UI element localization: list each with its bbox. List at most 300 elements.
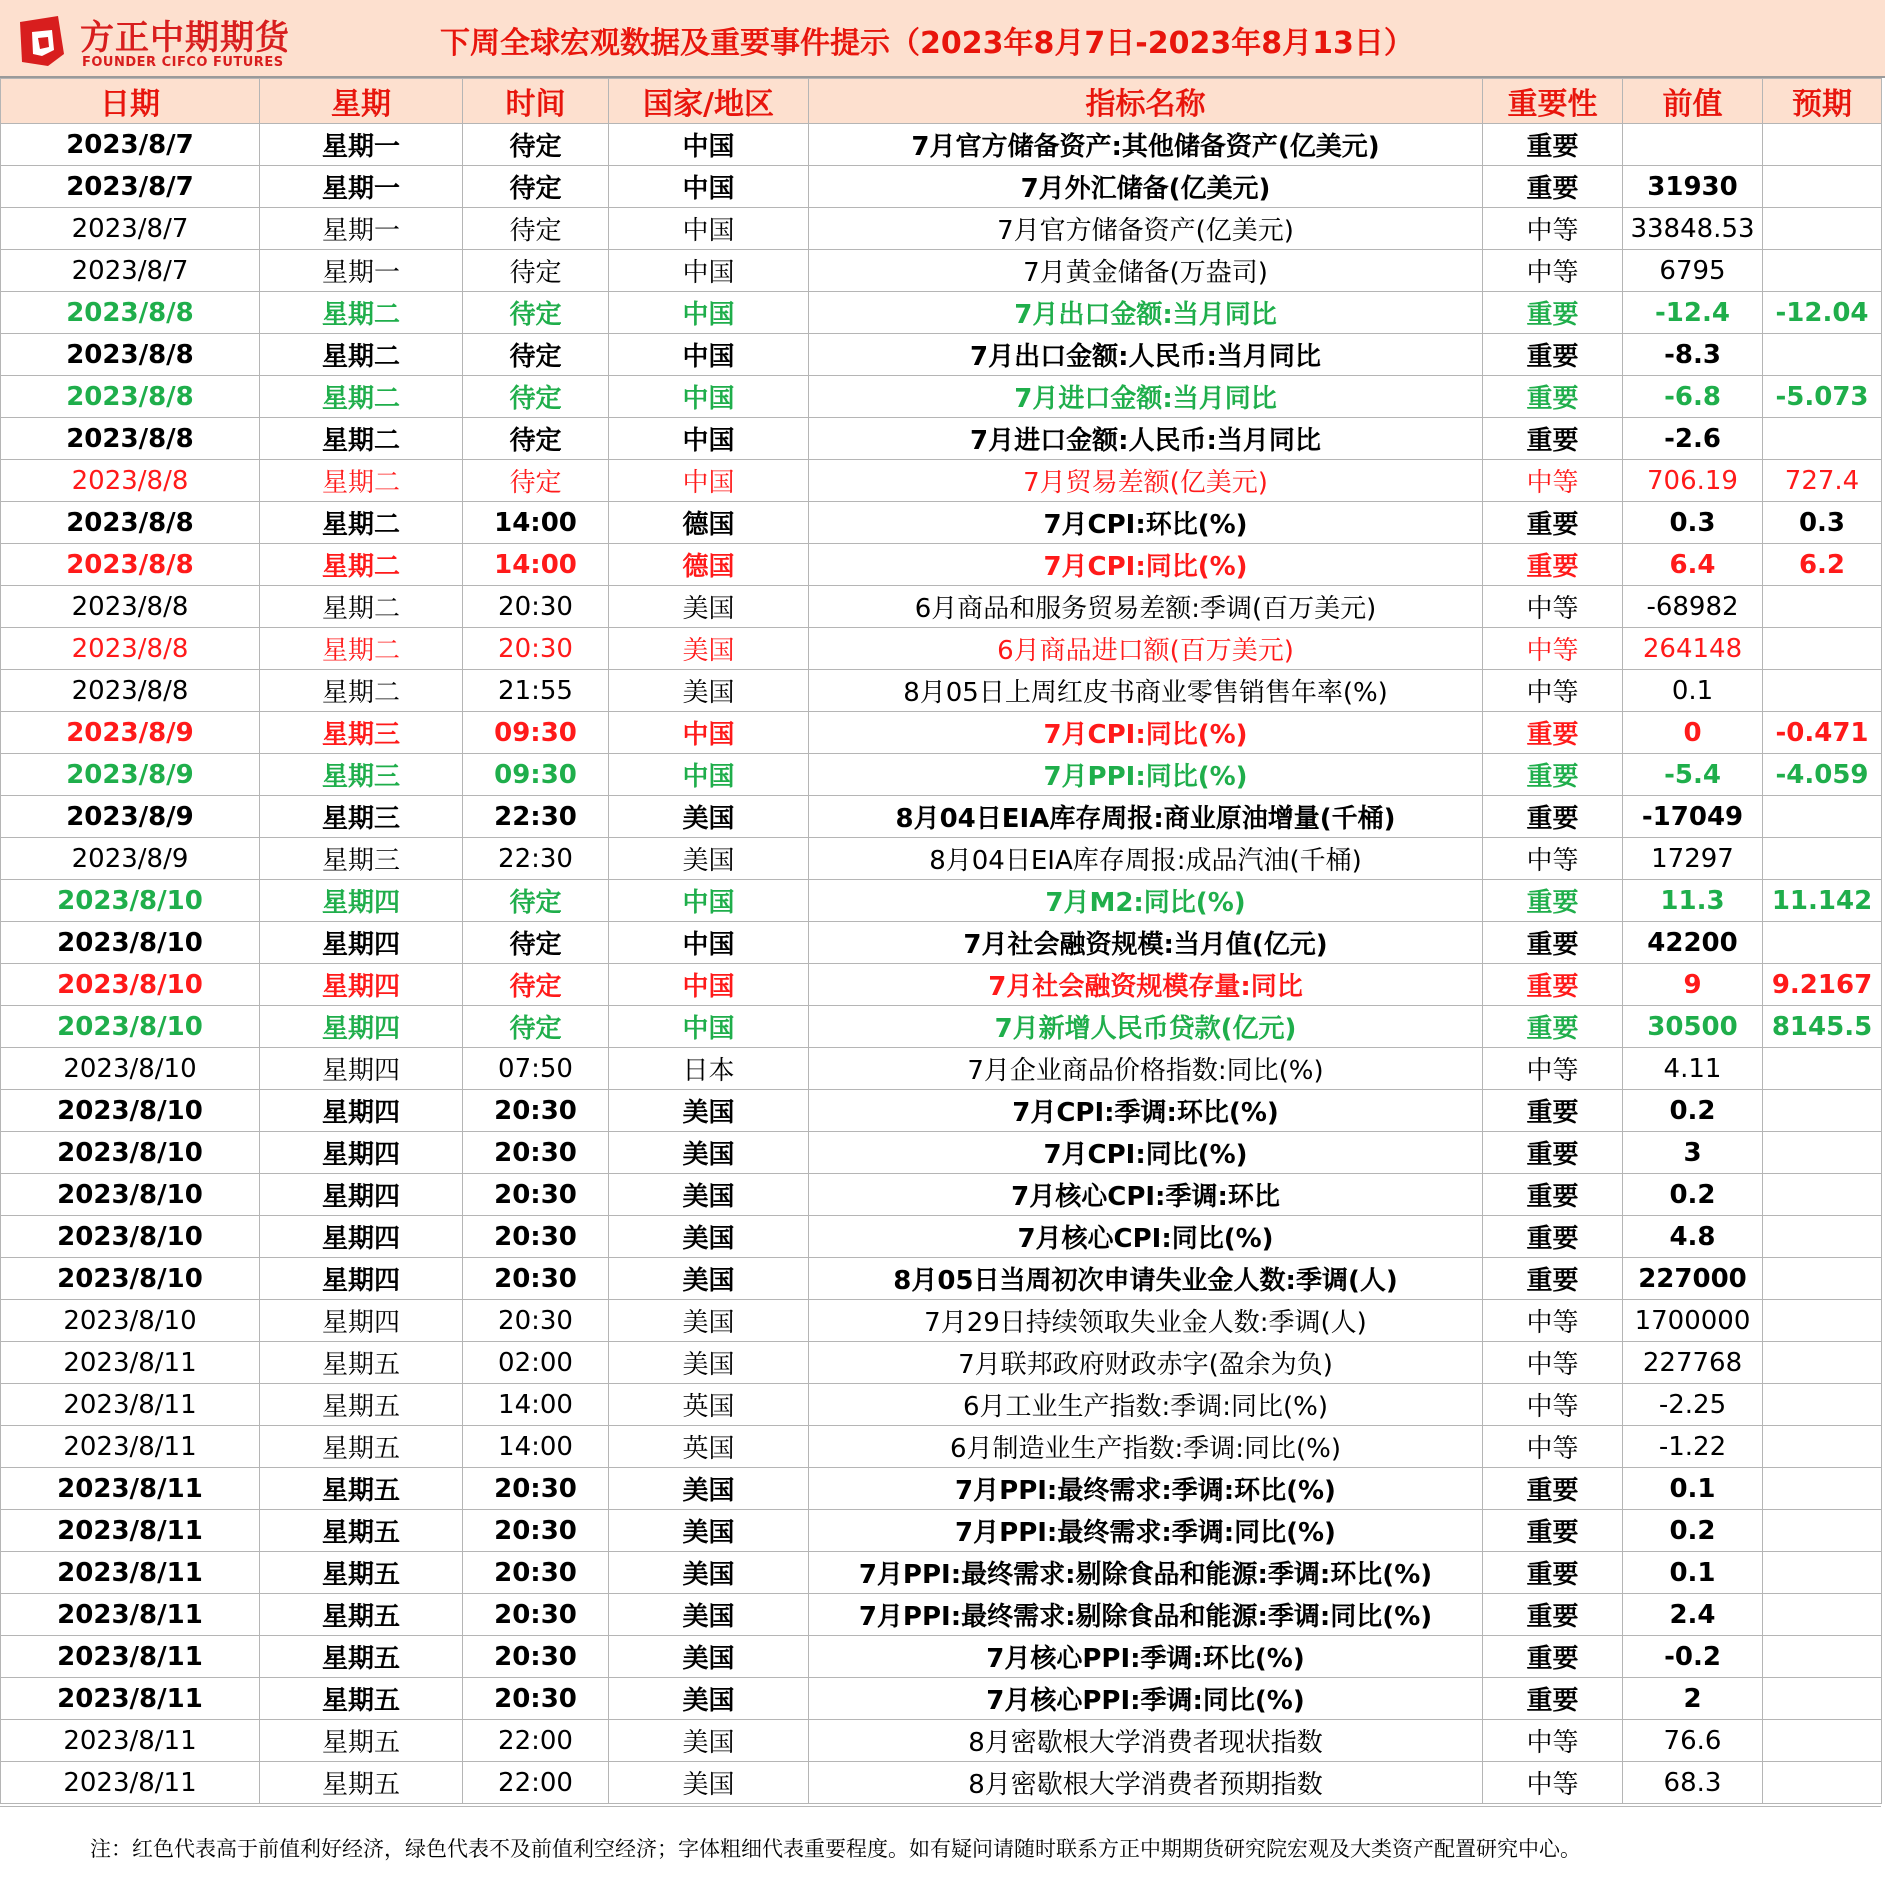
cell-time: 待定 (463, 334, 609, 376)
column-header-importance: 重要性 (1483, 79, 1623, 124)
cell-time: 07:50 (463, 1048, 609, 1090)
cell-indicator: 7月PPI:最终需求:剔除食品和能源:季调:环比(%) (809, 1552, 1483, 1594)
table-row (1, 922, 1882, 964)
cell-date: 2023/8/10 (1, 1258, 260, 1300)
cell-weekday: 星期二 (260, 418, 463, 460)
table-row (1, 1678, 1882, 1720)
cell-country: 中国 (609, 712, 809, 754)
cell-weekday: 星期三 (260, 712, 463, 754)
cell-previous: -5.4 (1623, 754, 1763, 796)
cell-importance: 中等 (1483, 1762, 1623, 1804)
cell-country: 德国 (609, 544, 809, 586)
table-row (1, 250, 1882, 292)
cell-weekday: 星期四 (260, 964, 463, 1006)
cell-country: 美国 (609, 1342, 809, 1384)
cell-weekday: 星期二 (260, 376, 463, 418)
cell-date: 2023/8/8 (1, 292, 260, 334)
cell-time: 14:00 (463, 1384, 609, 1426)
cell-country: 中国 (609, 208, 809, 250)
column-header-forecast: 预期 (1763, 79, 1882, 124)
cell-previous: -8.3 (1623, 334, 1763, 376)
table-row (1, 1468, 1882, 1510)
cell-weekday: 星期二 (260, 292, 463, 334)
page-title: 下周全球宏观数据及重要事件提示（2023年8月7日-2023年8月13日） (440, 26, 1414, 61)
cell-previous: 0 (1623, 712, 1763, 754)
cell-previous: 33848.53 (1623, 208, 1763, 250)
cell-time: 20:30 (463, 586, 609, 628)
cell-time: 14:00 (463, 1426, 609, 1468)
cell-indicator: 7月PPI:最终需求:季调:同比(%) (809, 1510, 1483, 1552)
cell-country: 美国 (609, 1132, 809, 1174)
cell-indicator: 7月M2:同比(%) (809, 880, 1483, 922)
company-logo-icon (18, 14, 68, 68)
cell-country: 中国 (609, 460, 809, 502)
cell-time: 待定 (463, 208, 609, 250)
cell-forecast: -0.471 (1763, 712, 1882, 754)
cell-importance: 中等 (1483, 1342, 1623, 1384)
cell-previous: -0.2 (1623, 1636, 1763, 1678)
column-header-country: 国家/地区 (609, 79, 809, 124)
cell-date: 2023/8/10 (1, 1174, 260, 1216)
cell-importance: 重要 (1483, 1006, 1623, 1048)
cell-indicator: 8月04日EIA库存周报:商业原油增量(千桶) (809, 796, 1483, 838)
cell-forecast: 11.142 (1763, 880, 1882, 922)
table-body (1, 124, 1882, 1804)
cell-weekday: 星期五 (260, 1762, 463, 1804)
cell-country: 中国 (609, 334, 809, 376)
cell-forecast (1763, 796, 1882, 838)
cell-date: 2023/8/11 (1, 1510, 260, 1552)
table-row (1, 376, 1882, 418)
cell-forecast (1763, 250, 1882, 292)
cell-country: 美国 (609, 1090, 809, 1132)
cell-country: 美国 (609, 1216, 809, 1258)
cell-weekday: 星期五 (260, 1552, 463, 1594)
table-row (1, 1762, 1882, 1804)
cell-time: 09:30 (463, 754, 609, 796)
cell-weekday: 星期五 (260, 1342, 463, 1384)
cell-importance: 重要 (1483, 502, 1623, 544)
cell-forecast (1763, 1594, 1882, 1636)
table-header-row (1, 79, 1882, 124)
cell-date: 2023/8/8 (1, 544, 260, 586)
cell-forecast (1763, 1216, 1882, 1258)
cell-importance: 重要 (1483, 1678, 1623, 1720)
cell-date: 2023/8/11 (1, 1678, 260, 1720)
cell-date: 2023/8/11 (1, 1720, 260, 1762)
cell-indicator: 8月05日上周红皮书商业零售销售年率(%) (809, 670, 1483, 712)
cell-country: 美国 (609, 1510, 809, 1552)
cell-importance: 中等 (1483, 1426, 1623, 1468)
table-row (1, 1174, 1882, 1216)
cell-date: 2023/8/10 (1, 922, 260, 964)
cell-country: 英国 (609, 1384, 809, 1426)
cell-date: 2023/8/10 (1, 1132, 260, 1174)
cell-importance: 重要 (1483, 754, 1623, 796)
cell-weekday: 星期四 (260, 880, 463, 922)
cell-country: 德国 (609, 502, 809, 544)
cell-date: 2023/8/10 (1, 964, 260, 1006)
table-row (1, 334, 1882, 376)
column-header-weekday: 星期 (260, 79, 463, 124)
cell-forecast (1763, 1762, 1882, 1804)
cell-weekday: 星期四 (260, 1006, 463, 1048)
cell-indicator: 7月企业商品价格指数:同比(%) (809, 1048, 1483, 1090)
cell-time: 20:30 (463, 1216, 609, 1258)
cell-time: 待定 (463, 418, 609, 460)
cell-indicator: 7月新增人民币贷款(亿元) (809, 1006, 1483, 1048)
table-row (1, 796, 1882, 838)
cell-importance: 中等 (1483, 628, 1623, 670)
table-row (1, 166, 1882, 208)
cell-importance: 重要 (1483, 376, 1623, 418)
cell-forecast: 727.4 (1763, 460, 1882, 502)
cell-time: 22:30 (463, 838, 609, 880)
cell-forecast (1763, 208, 1882, 250)
cell-previous: 0.1 (1623, 670, 1763, 712)
cell-previous: -17049 (1623, 796, 1763, 838)
cell-previous: 3 (1623, 1132, 1763, 1174)
cell-date: 2023/8/10 (1, 1090, 260, 1132)
cell-country: 美国 (609, 1468, 809, 1510)
cell-country: 美国 (609, 628, 809, 670)
table-row (1, 628, 1882, 670)
cell-indicator: 7月核心CPI:季调:环比 (809, 1174, 1483, 1216)
cell-previous: -6.8 (1623, 376, 1763, 418)
cell-country: 中国 (609, 376, 809, 418)
cell-weekday: 星期二 (260, 460, 463, 502)
cell-forecast (1763, 628, 1882, 670)
cell-forecast (1763, 586, 1882, 628)
cell-country: 中国 (609, 922, 809, 964)
cell-country: 美国 (609, 1258, 809, 1300)
cell-country: 中国 (609, 292, 809, 334)
table-row (1, 1048, 1882, 1090)
cell-indicator: 7月外汇储备(亿美元) (809, 166, 1483, 208)
cell-importance: 重要 (1483, 334, 1623, 376)
cell-country: 美国 (609, 1762, 809, 1804)
cell-forecast: -4.059 (1763, 754, 1882, 796)
table-row (1, 1426, 1882, 1468)
cell-forecast (1763, 670, 1882, 712)
cell-weekday: 星期一 (260, 124, 463, 166)
table-row (1, 1300, 1882, 1342)
cell-importance: 重要 (1483, 796, 1623, 838)
cell-previous: 0.3 (1623, 502, 1763, 544)
logo-text-cn: 方正中期期货 (80, 18, 290, 58)
cell-country: 美国 (609, 1636, 809, 1678)
cell-importance: 重要 (1483, 880, 1623, 922)
cell-time: 20:30 (463, 1300, 609, 1342)
cell-forecast (1763, 1426, 1882, 1468)
cell-importance: 重要 (1483, 964, 1623, 1006)
cell-date: 2023/8/8 (1, 460, 260, 502)
cell-country: 中国 (609, 880, 809, 922)
cell-weekday: 星期四 (260, 1048, 463, 1090)
cell-date: 2023/8/11 (1, 1594, 260, 1636)
cell-weekday: 星期四 (260, 1258, 463, 1300)
table-row (1, 208, 1882, 250)
cell-weekday: 星期四 (260, 1216, 463, 1258)
cell-forecast: 0.3 (1763, 502, 1882, 544)
table-row (1, 1384, 1882, 1426)
cell-indicator: 7月黄金储备(万盎司) (809, 250, 1483, 292)
cell-importance: 重要 (1483, 418, 1623, 460)
cell-previous: 68.3 (1623, 1762, 1763, 1804)
cell-time: 待定 (463, 880, 609, 922)
cell-indicator: 7月进口金额:当月同比 (809, 376, 1483, 418)
cell-previous: 31930 (1623, 166, 1763, 208)
cell-time: 20:30 (463, 1510, 609, 1552)
table-row (1, 1636, 1882, 1678)
cell-date: 2023/8/11 (1, 1468, 260, 1510)
table-row (1, 1258, 1882, 1300)
cell-country: 英国 (609, 1426, 809, 1468)
cell-forecast (1763, 418, 1882, 460)
cell-weekday: 星期三 (260, 796, 463, 838)
cell-date: 2023/8/11 (1, 1636, 260, 1678)
cell-previous: -2.25 (1623, 1384, 1763, 1426)
cell-importance: 重要 (1483, 712, 1623, 754)
cell-importance: 中等 (1483, 838, 1623, 880)
cell-time: 22:30 (463, 796, 609, 838)
cell-weekday: 星期二 (260, 334, 463, 376)
cell-previous: 227000 (1623, 1258, 1763, 1300)
cell-importance: 中等 (1483, 586, 1623, 628)
cell-importance: 中等 (1483, 460, 1623, 502)
table-row (1, 1132, 1882, 1174)
cell-indicator: 6月商品和服务贸易差额:季调(百万美元) (809, 586, 1483, 628)
table-row (1, 1510, 1882, 1552)
cell-forecast: 8145.5 (1763, 1006, 1882, 1048)
cell-weekday: 星期四 (260, 1132, 463, 1174)
table-row (1, 712, 1882, 754)
cell-importance: 中等 (1483, 1300, 1623, 1342)
cell-importance: 重要 (1483, 1510, 1623, 1552)
cell-country: 美国 (609, 1720, 809, 1762)
cell-indicator: 7月PPI:最终需求:季调:环比(%) (809, 1468, 1483, 1510)
cell-date: 2023/8/11 (1, 1552, 260, 1594)
cell-time: 20:30 (463, 1258, 609, 1300)
cell-forecast (1763, 1468, 1882, 1510)
cell-indicator: 7月PPI:同比(%) (809, 754, 1483, 796)
cell-importance: 重要 (1483, 1552, 1623, 1594)
cell-importance: 重要 (1483, 544, 1623, 586)
table-row (1, 1342, 1882, 1384)
cell-forecast (1763, 124, 1882, 166)
cell-weekday: 星期五 (260, 1510, 463, 1552)
cell-forecast (1763, 166, 1882, 208)
cell-indicator: 7月CPI:季调:环比(%) (809, 1090, 1483, 1132)
table-row (1, 1552, 1882, 1594)
cell-weekday: 星期一 (260, 166, 463, 208)
cell-time: 待定 (463, 124, 609, 166)
cell-time: 20:30 (463, 1174, 609, 1216)
cell-time: 待定 (463, 964, 609, 1006)
cell-previous: -2.6 (1623, 418, 1763, 460)
cell-importance: 重要 (1483, 1216, 1623, 1258)
cell-forecast (1763, 1300, 1882, 1342)
cell-date: 2023/8/8 (1, 334, 260, 376)
cell-importance: 中等 (1483, 208, 1623, 250)
cell-indicator: 7月核心PPI:季调:同比(%) (809, 1678, 1483, 1720)
table-row (1, 124, 1882, 166)
cell-previous: 30500 (1623, 1006, 1763, 1048)
cell-forecast: -12.04 (1763, 292, 1882, 334)
cell-previous: 264148 (1623, 628, 1763, 670)
cell-previous: 11.3 (1623, 880, 1763, 922)
cell-forecast (1763, 1636, 1882, 1678)
cell-date: 2023/8/11 (1, 1426, 260, 1468)
cell-forecast (1763, 1090, 1882, 1132)
cell-weekday: 星期二 (260, 544, 463, 586)
cell-importance: 重要 (1483, 124, 1623, 166)
cell-indicator: 7月社会融资规模:当月值(亿元) (809, 922, 1483, 964)
cell-importance: 中等 (1483, 670, 1623, 712)
cell-time: 22:00 (463, 1720, 609, 1762)
cell-weekday: 星期四 (260, 1174, 463, 1216)
divider (0, 1806, 1881, 1807)
cell-forecast (1763, 1384, 1882, 1426)
cell-country: 中国 (609, 1006, 809, 1048)
cell-indicator: 8月05日当周初次申请失业金人数:季调(人) (809, 1258, 1483, 1300)
cell-time: 09:30 (463, 712, 609, 754)
cell-weekday: 星期五 (260, 1468, 463, 1510)
cell-weekday: 星期二 (260, 628, 463, 670)
cell-previous: 0.2 (1623, 1510, 1763, 1552)
cell-importance: 重要 (1483, 1132, 1623, 1174)
cell-previous: 0.2 (1623, 1090, 1763, 1132)
cell-importance: 中等 (1483, 250, 1623, 292)
cell-weekday: 星期三 (260, 754, 463, 796)
cell-previous: 2.4 (1623, 1594, 1763, 1636)
cell-country: 中国 (609, 418, 809, 460)
table-row (1, 838, 1882, 880)
header-bar (0, 0, 1885, 78)
cell-indicator: 7月CPI:同比(%) (809, 544, 1483, 586)
table-row (1, 670, 1882, 712)
cell-importance: 重要 (1483, 1174, 1623, 1216)
cell-time: 待定 (463, 460, 609, 502)
cell-previous: 6.4 (1623, 544, 1763, 586)
cell-weekday: 星期五 (260, 1678, 463, 1720)
cell-country: 美国 (609, 586, 809, 628)
cell-forecast (1763, 1258, 1882, 1300)
cell-time: 20:30 (463, 628, 609, 670)
cell-weekday: 星期五 (260, 1426, 463, 1468)
cell-importance: 重要 (1483, 1636, 1623, 1678)
cell-indicator: 7月出口金额:当月同比 (809, 292, 1483, 334)
cell-time: 待定 (463, 250, 609, 292)
cell-forecast (1763, 1132, 1882, 1174)
cell-time: 20:30 (463, 1468, 609, 1510)
cell-time: 14:00 (463, 544, 609, 586)
cell-date: 2023/8/8 (1, 502, 260, 544)
cell-time: 待定 (463, 292, 609, 334)
cell-weekday: 星期二 (260, 586, 463, 628)
cell-indicator: 8月04日EIA库存周报:成品汽油(千桶) (809, 838, 1483, 880)
cell-date: 2023/8/9 (1, 796, 260, 838)
cell-date: 2023/8/9 (1, 754, 260, 796)
cell-importance: 重要 (1483, 1090, 1623, 1132)
cell-importance: 重要 (1483, 922, 1623, 964)
cell-forecast (1763, 1174, 1882, 1216)
cell-indicator: 7月CPI:环比(%) (809, 502, 1483, 544)
cell-indicator: 7月官方储备资产(亿美元) (809, 208, 1483, 250)
table-row (1, 964, 1882, 1006)
cell-indicator: 7月核心CPI:同比(%) (809, 1216, 1483, 1258)
cell-country: 美国 (609, 1300, 809, 1342)
cell-previous: -68982 (1623, 586, 1763, 628)
cell-time: 21:55 (463, 670, 609, 712)
cell-time: 02:00 (463, 1342, 609, 1384)
table-row (1, 418, 1882, 460)
cell-weekday: 星期五 (260, 1594, 463, 1636)
table-row (1, 754, 1882, 796)
cell-weekday: 星期五 (260, 1636, 463, 1678)
cell-importance: 重要 (1483, 292, 1623, 334)
cell-date: 2023/8/10 (1, 1300, 260, 1342)
cell-forecast (1763, 1678, 1882, 1720)
cell-time: 待定 (463, 376, 609, 418)
table-row (1, 1720, 1882, 1762)
cell-date: 2023/8/10 (1, 1216, 260, 1258)
cell-forecast (1763, 1048, 1882, 1090)
cell-indicator: 6月商品进口额(百万美元) (809, 628, 1483, 670)
cell-previous (1623, 124, 1763, 166)
cell-date: 2023/8/9 (1, 838, 260, 880)
cell-importance: 中等 (1483, 1720, 1623, 1762)
cell-date: 2023/8/8 (1, 586, 260, 628)
cell-previous: 17297 (1623, 838, 1763, 880)
cell-previous: 0.2 (1623, 1174, 1763, 1216)
cell-indicator: 7月CPI:同比(%) (809, 1132, 1483, 1174)
cell-country: 美国 (609, 1552, 809, 1594)
cell-time: 20:30 (463, 1594, 609, 1636)
cell-previous: 9 (1623, 964, 1763, 1006)
cell-date: 2023/8/11 (1, 1762, 260, 1804)
cell-weekday: 星期五 (260, 1720, 463, 1762)
cell-date: 2023/8/9 (1, 712, 260, 754)
cell-date: 2023/8/11 (1, 1384, 260, 1426)
cell-importance: 重要 (1483, 1468, 1623, 1510)
cell-indicator: 7月29日持续领取失业金人数:季调(人) (809, 1300, 1483, 1342)
cell-date: 2023/8/10 (1, 1006, 260, 1048)
cell-importance: 重要 (1483, 166, 1623, 208)
cell-forecast (1763, 838, 1882, 880)
table-row (1, 1594, 1882, 1636)
cell-time: 待定 (463, 1006, 609, 1048)
cell-indicator: 7月核心PPI:季调:环比(%) (809, 1636, 1483, 1678)
cell-previous: 1700000 (1623, 1300, 1763, 1342)
cell-previous: 706.19 (1623, 460, 1763, 502)
cell-importance: 中等 (1483, 1384, 1623, 1426)
cell-previous: 227768 (1623, 1342, 1763, 1384)
table-row (1, 544, 1882, 586)
cell-indicator: 7月PPI:最终需求:剔除食品和能源:季调:同比(%) (809, 1594, 1483, 1636)
table-row (1, 880, 1882, 922)
cell-country: 美国 (609, 796, 809, 838)
cell-country: 中国 (609, 964, 809, 1006)
cell-weekday: 星期五 (260, 1384, 463, 1426)
cell-date: 2023/8/7 (1, 208, 260, 250)
macro-calendar-table (0, 78, 1882, 1804)
cell-forecast: 6.2 (1763, 544, 1882, 586)
cell-weekday: 星期一 (260, 250, 463, 292)
cell-previous: 6795 (1623, 250, 1763, 292)
cell-time: 待定 (463, 166, 609, 208)
cell-date: 2023/8/10 (1, 1048, 260, 1090)
